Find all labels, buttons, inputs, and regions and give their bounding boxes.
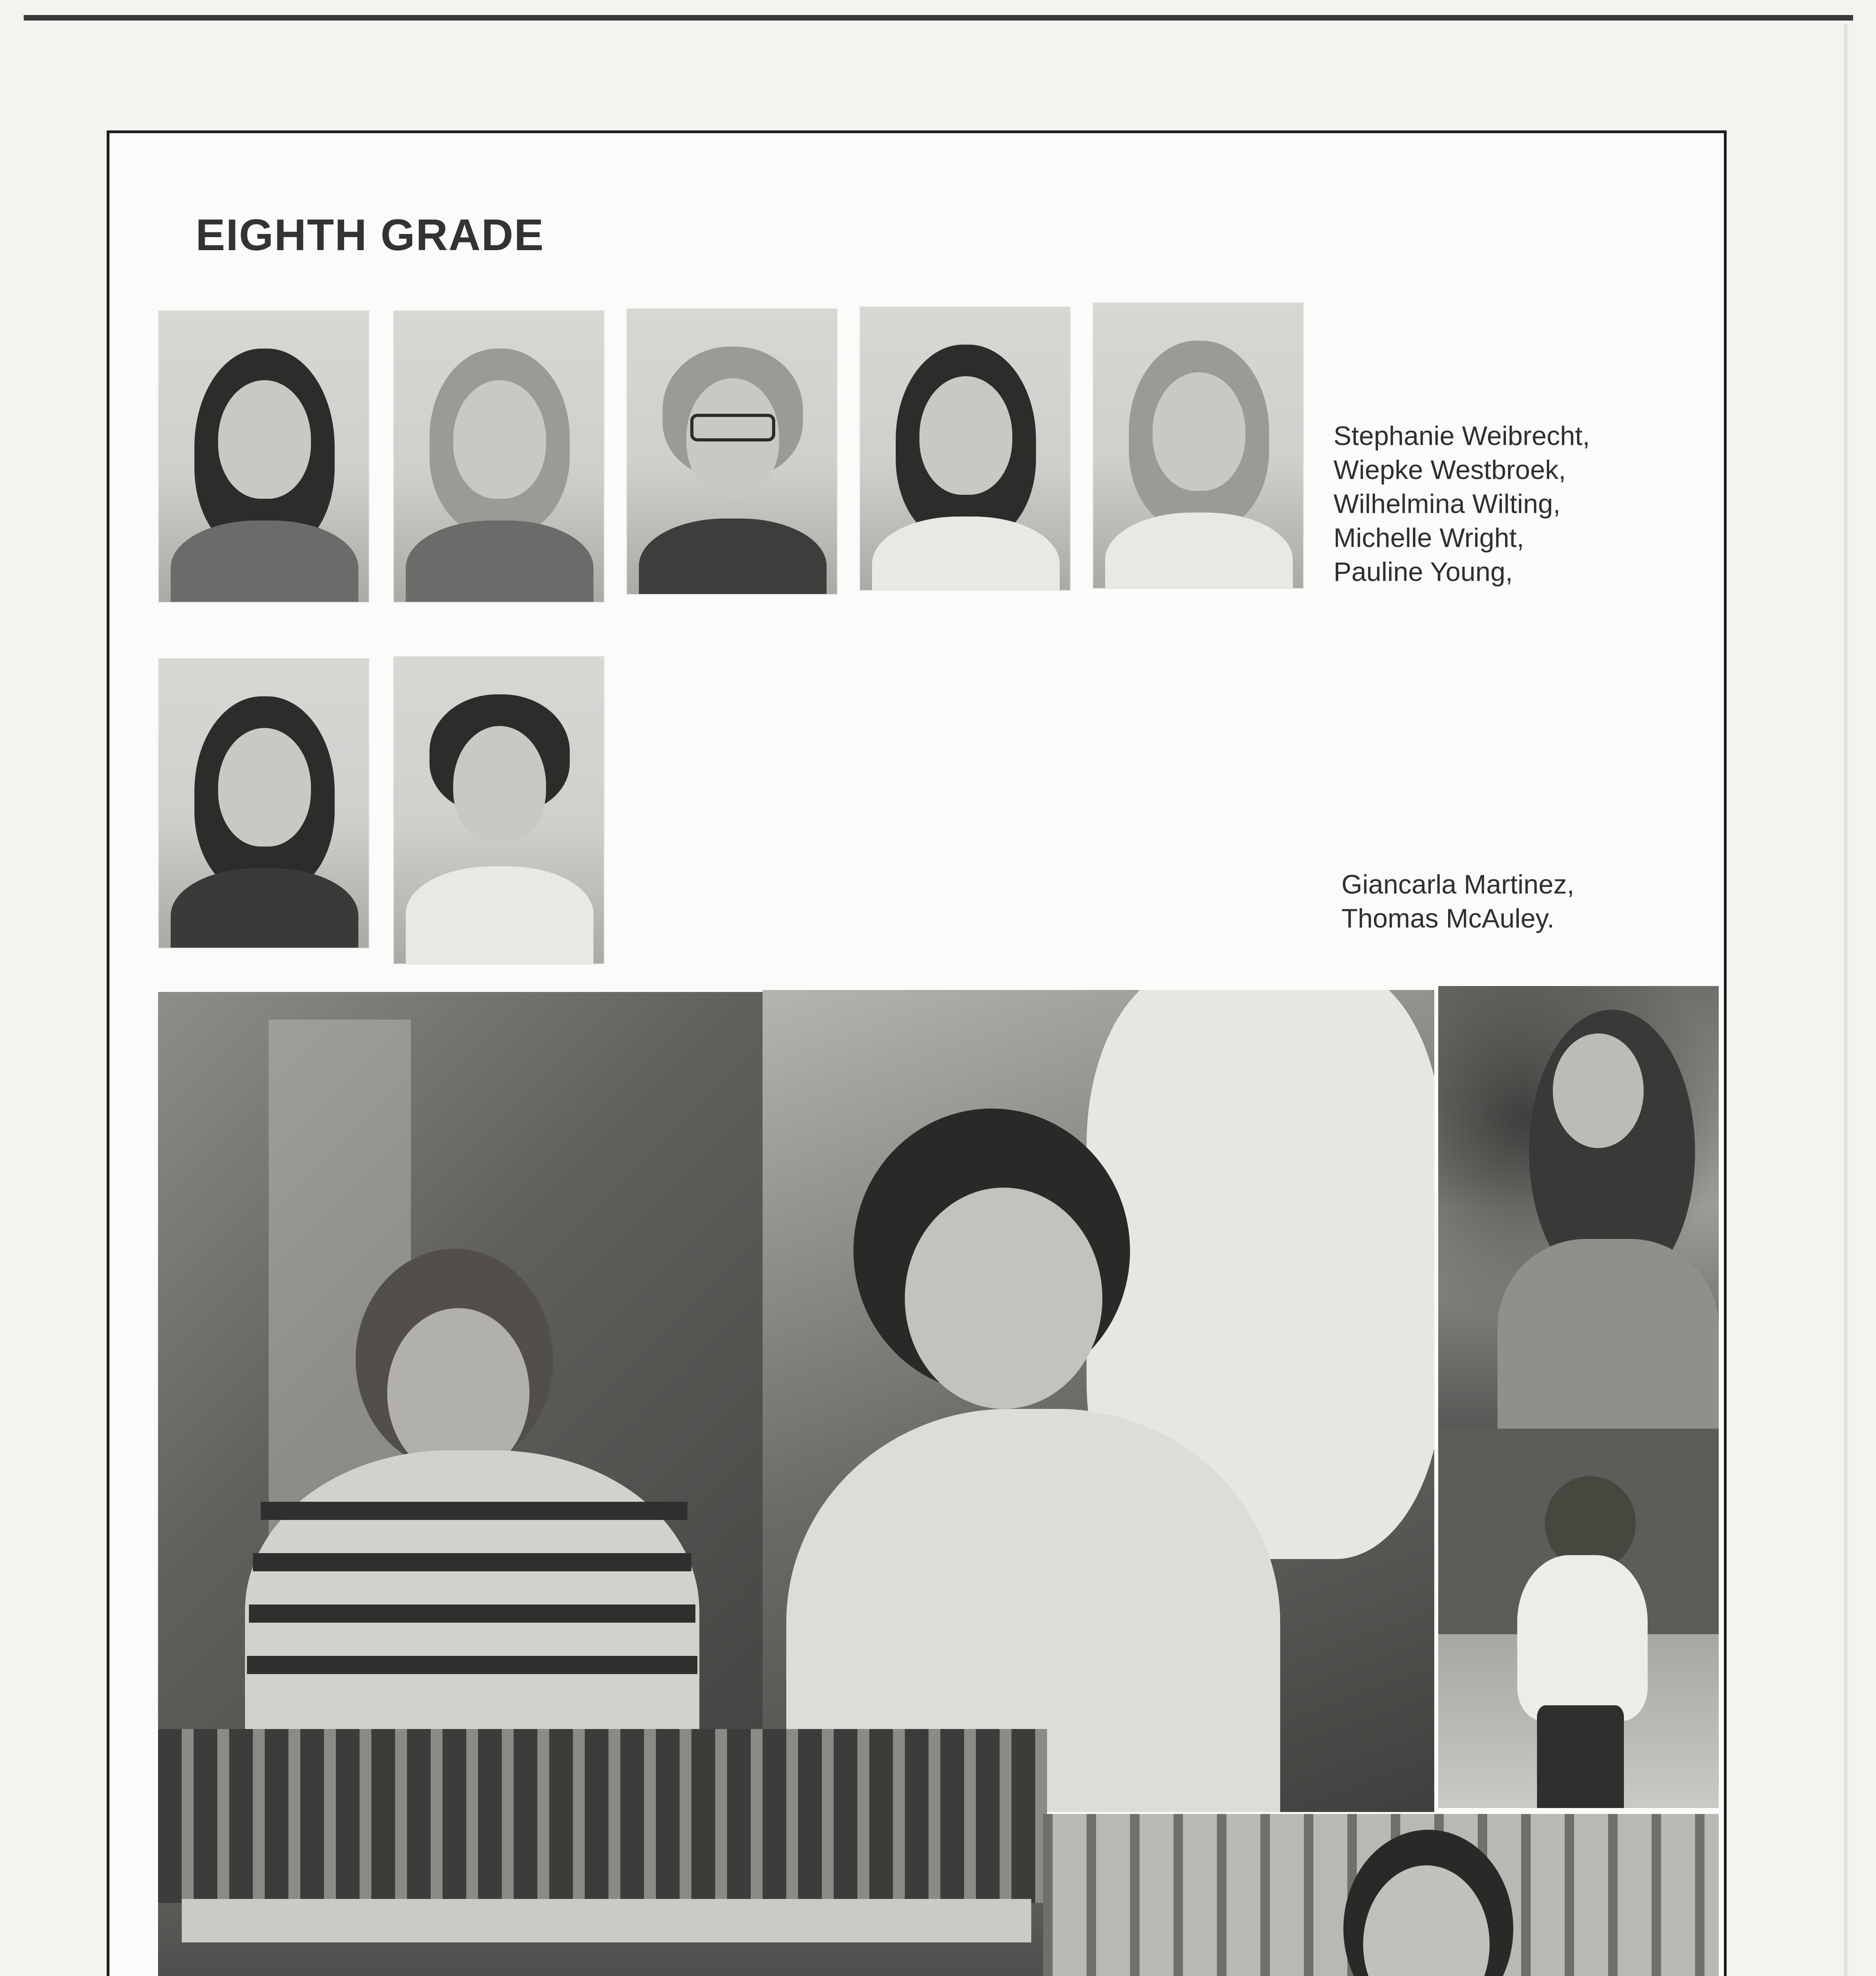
person-shirt (1497, 1239, 1719, 1429)
candid-photo-girl-running (1438, 1429, 1719, 1808)
student-name: Giancarla Martinez, (1341, 869, 1575, 899)
shirt-stripe (253, 1553, 691, 1571)
portrait-face (218, 728, 311, 847)
candid-photo-library-group (158, 1729, 1047, 1976)
portrait-photo (1092, 302, 1304, 589)
shirt-stripe (247, 1656, 697, 1674)
student-name: Wilhelmina Wilting, (1334, 489, 1561, 519)
portrait-photo (859, 306, 1071, 591)
shirt-stripe (249, 1605, 695, 1623)
person-shirt (1517, 1555, 1648, 1721)
portrait-shirt (1105, 513, 1293, 589)
section-title: EIGHTH GRADE (196, 210, 544, 260)
student-name: Thomas McAuley. (1341, 903, 1555, 933)
portrait-shirt (639, 519, 827, 595)
portrait-shirt (406, 866, 593, 964)
portrait-photo (158, 310, 369, 603)
portrait-photo (158, 658, 369, 948)
student-name: Michelle Wright, (1334, 523, 1524, 553)
shirt-stripe (261, 1502, 687, 1520)
portrait-photo (393, 656, 605, 964)
candid-photo-boy-olympics-shirt (763, 990, 1434, 1812)
portrait-shirt (171, 868, 358, 948)
portrait-face (1153, 372, 1245, 491)
student-name: Stephanie Weibrecht, (1334, 421, 1590, 451)
candid-photo-girl-cafeteria (1043, 1814, 1719, 1976)
portrait-names-row1 (1334, 419, 1590, 589)
glasses (690, 414, 775, 441)
student-name: Pauline Young, (1334, 557, 1513, 587)
person-face (905, 1188, 1102, 1409)
portrait-face (218, 380, 311, 499)
person-pants (1537, 1705, 1624, 1808)
portrait-face (453, 726, 546, 845)
bookshelves (158, 1729, 1047, 1903)
portrait-shirt (406, 520, 593, 603)
portrait-shirt (171, 520, 358, 603)
candid-photo-boy-striped-shirt (158, 992, 767, 1731)
portrait-face (919, 376, 1012, 495)
striped-shirt (245, 1450, 699, 1731)
portrait-photo (626, 308, 838, 595)
candid-photo-girl-outdoors (1438, 986, 1719, 1429)
portrait-face (453, 380, 546, 499)
portrait-names-row2 (1341, 867, 1575, 935)
portrait-photo (393, 310, 605, 603)
scan-edge-top (24, 15, 1853, 21)
person-face (1553, 1033, 1644, 1148)
table (182, 1899, 1031, 1942)
scan-edge-right (1844, 24, 1848, 1976)
portrait-shirt (872, 517, 1060, 591)
student-name: Wiepke Westbroek, (1334, 455, 1566, 485)
